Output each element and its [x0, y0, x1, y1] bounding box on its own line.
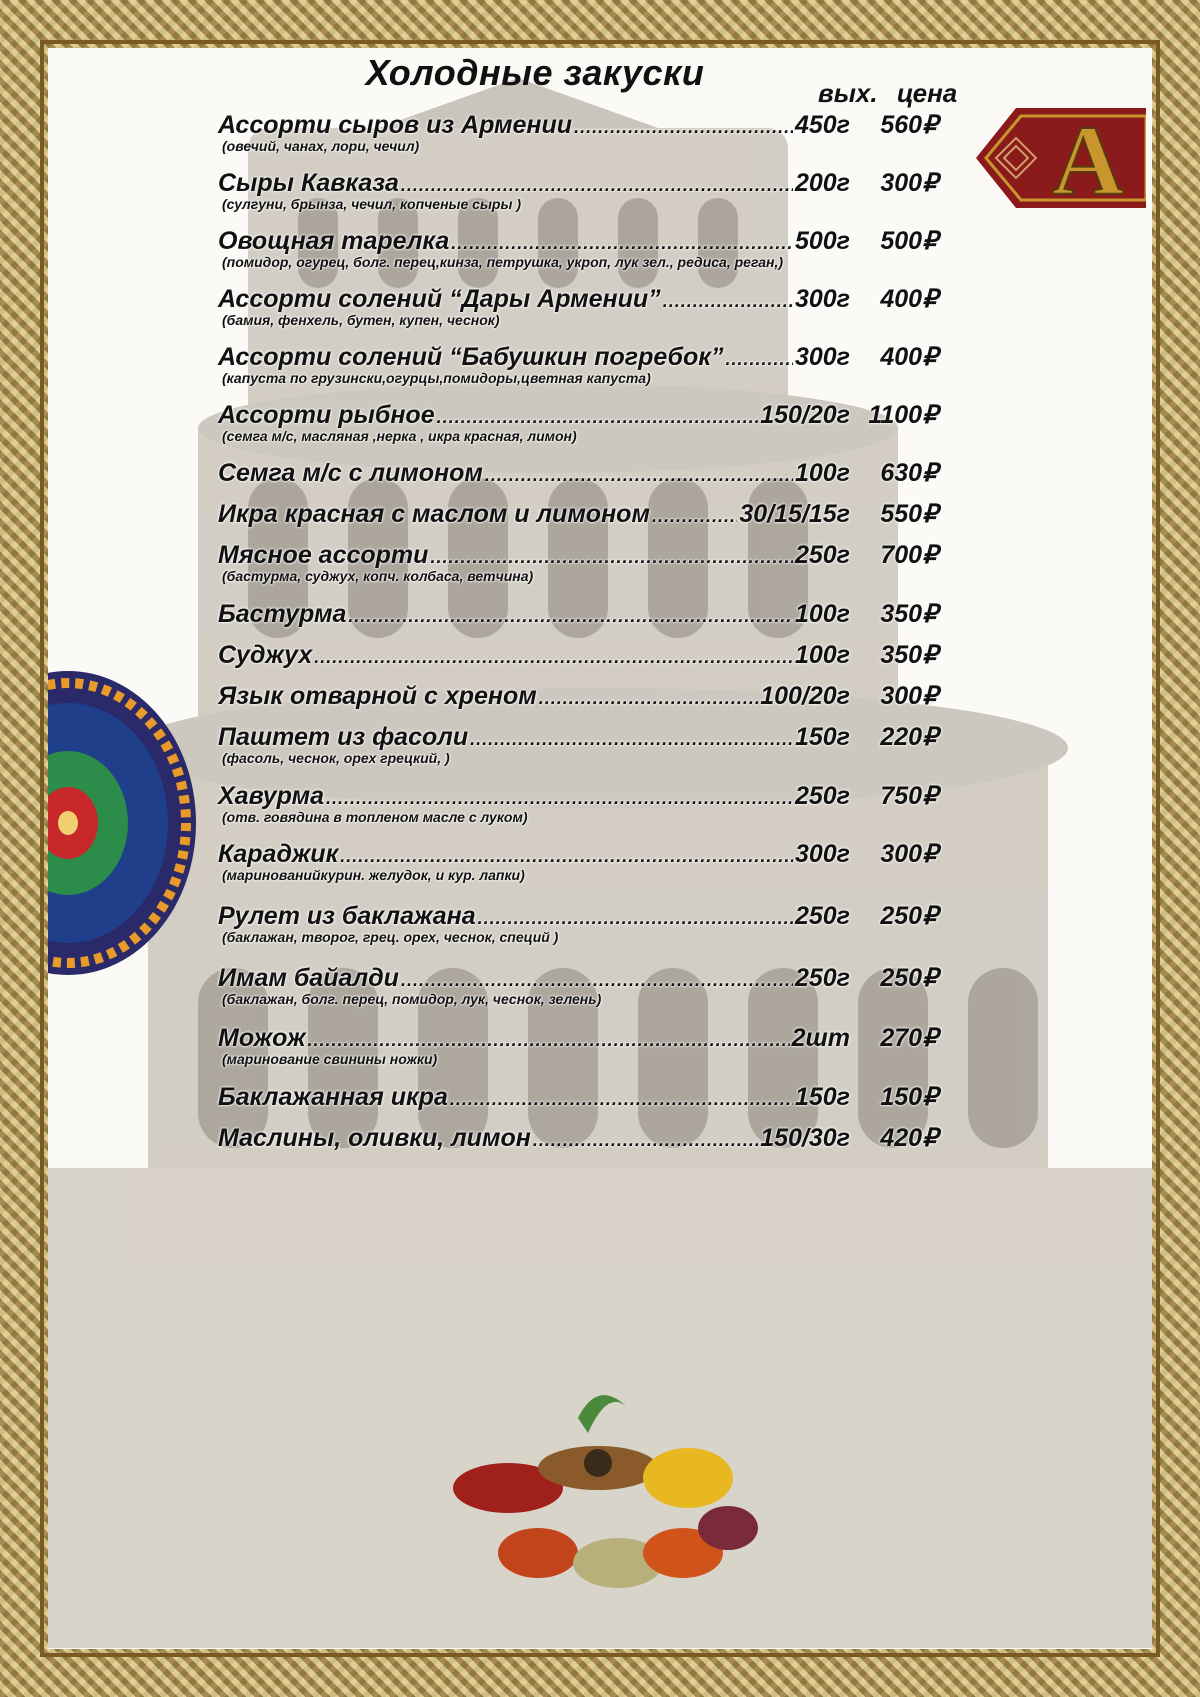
menu-item-name: Караджик [218, 840, 339, 868]
dot-leader [652, 506, 737, 527]
menu-item-description: (баклажан, болг. перец, помидор, лук, чеснок, зелень) [222, 991, 602, 1007]
menu-item-name: Бастурма [218, 600, 347, 628]
menu-item-name: Имам байалди [218, 964, 399, 992]
dot-leader [326, 788, 793, 809]
menu-item-row [218, 400, 938, 430]
menu-item-price: 700₽ [880, 541, 938, 569]
menu-item-yield: 150г [794, 723, 850, 751]
logo-letter: А [1051, 105, 1125, 216]
menu-item-row [218, 839, 938, 869]
menu-item-row [218, 499, 938, 529]
menu-item-name: Паштет из фасоли [218, 723, 469, 751]
menu-item [218, 110, 938, 154]
menu-item [218, 681, 938, 711]
dot-leader [574, 117, 793, 138]
menu-item-yield: 150/30г [760, 1124, 850, 1152]
menu-item [218, 1123, 938, 1153]
menu-item-name: Ассорти рыбное [218, 401, 435, 429]
menu-item [218, 781, 938, 825]
menu-item-price: 420₽ [880, 1124, 938, 1152]
dot-leader [539, 688, 758, 709]
menu-item-yield: 450г [794, 111, 850, 139]
menu-item-yield: 250г [794, 541, 850, 569]
menu-item-price: 350₽ [880, 600, 938, 628]
menu-item-price: 350₽ [880, 641, 938, 669]
menu-item-price: 400₽ [880, 343, 938, 371]
menu-item-name: Ассорти сыров из Армении [218, 111, 573, 139]
menu-item-name: Язык отварной с хреном [218, 682, 537, 710]
dot-leader [450, 1089, 793, 1110]
menu-item-price: 400₽ [880, 285, 938, 313]
menu-item [218, 722, 938, 766]
menu-item-yield: 100г [794, 459, 850, 487]
restaurant-logo-icon [976, 98, 1146, 218]
menu-item [218, 901, 938, 945]
menu-item-row [218, 284, 938, 314]
menu-item-name: Ассорти солений “Бабушкин погребок” [218, 343, 724, 371]
menu-item-name: Суджух [218, 641, 313, 669]
menu-item-yield: 150/20г [760, 401, 850, 429]
menu-item-description: (фасоль, чеснок, орех грецкий, ) [222, 750, 450, 766]
menu-item-yield: 300г [794, 285, 850, 313]
menu-item-description: (сулгуни, брынза, чечил, копченые сыры ) [222, 196, 521, 212]
menu-item-yield: 100г [794, 600, 850, 628]
menu-item-row [218, 226, 938, 256]
dot-leader [725, 349, 792, 370]
menu-item-row [218, 168, 938, 198]
dot-leader [437, 407, 759, 428]
menu-item-row [218, 781, 938, 811]
dot-leader [308, 1030, 790, 1051]
menu-item-description: (овечий, чанах, лори, чечил) [222, 138, 420, 154]
menu-item-price: 550₽ [880, 500, 938, 528]
menu-item-yield: 250г [794, 964, 850, 992]
menu-item [218, 540, 938, 584]
dot-leader [348, 606, 793, 627]
dot-leader [470, 729, 793, 750]
menu-item-row [218, 681, 938, 711]
menu-item-row [218, 901, 938, 931]
menu-item-price: 150₽ [880, 1083, 938, 1111]
menu-item-yield: 300г [794, 343, 850, 371]
menu-item-yield: 250г [794, 902, 850, 930]
menu-item-name: Икра красная с маслом и лимоном [218, 500, 650, 528]
menu-item [218, 168, 938, 212]
spices-illustration-icon [438, 1378, 768, 1598]
menu-item-price: 300₽ [880, 682, 938, 710]
menu-item-description: (маринованийкурин. желудок, и кур. лапки) [222, 867, 525, 883]
column-headers [818, 78, 969, 109]
menu-item [218, 1023, 938, 1067]
dot-leader [485, 465, 793, 486]
menu-item-description: (семга м/с, масляная ,нерка , икра красная, лимон) [222, 428, 577, 444]
menu-item-price: 500₽ [880, 227, 938, 255]
menu-item-row [218, 540, 938, 570]
menu-item-price: 250₽ [880, 902, 938, 930]
menu-item-yield: 150г [794, 1083, 850, 1111]
dot-leader [478, 908, 793, 929]
dot-leader [340, 846, 793, 867]
menu-item-description: (бамия, фенхель, бутен, купен, чеснок) [222, 312, 500, 328]
menu-item [218, 640, 938, 670]
menu-page [48, 48, 1152, 1649]
menu-item-yield: 100г [794, 641, 850, 669]
menu-item [218, 599, 938, 629]
menu-item-name: Семга м/с с лимоном [218, 459, 483, 487]
menu-item-price: 220₽ [880, 723, 938, 751]
menu-item-yield: 500г [794, 227, 850, 255]
menu-item-price: 1100₽ [868, 401, 938, 429]
menu-item-row [218, 1082, 938, 1112]
menu-item-yield: 30/15/15г [739, 500, 850, 528]
menu-item-yield: 100/20г [760, 682, 850, 710]
yield-column-header: вых. [818, 78, 878, 108]
menu-item-name: Можож [218, 1024, 306, 1052]
dot-leader [401, 970, 793, 991]
menu-item [218, 458, 938, 488]
menu-item-price: 300₽ [880, 840, 938, 868]
menu-item [218, 226, 938, 270]
menu-item-price: 270₽ [880, 1024, 938, 1052]
menu-item [218, 1082, 938, 1112]
menu-item-row [218, 640, 938, 670]
menu-item [218, 342, 938, 386]
menu-item-price: 300₽ [880, 169, 938, 197]
menu-item-price: 750₽ [880, 782, 938, 810]
menu-item-row [218, 963, 938, 993]
menu-item-row [218, 110, 938, 140]
dot-leader [533, 1130, 758, 1151]
menu-item-description: (помидор, огурец, болг. перец,кинза, петрушка, укроп, лук зел., редиса, реган,) [222, 254, 784, 270]
menu-item-row [218, 1123, 938, 1153]
menu-item-name: Баклажанная икра [218, 1083, 448, 1111]
menu-item-row [218, 722, 938, 752]
dot-leader [401, 175, 793, 196]
menu-item-yield: 200г [794, 169, 850, 197]
menu-item-yield: 300г [794, 840, 850, 868]
menu-item-description: (баклажан, творог, грец. орех, чеснок, специй ) [222, 929, 559, 945]
ornament-medallion-icon [48, 668, 198, 978]
dot-leader [451, 233, 793, 254]
menu-item [218, 400, 938, 444]
menu-item-row [218, 342, 938, 372]
dot-leader [430, 547, 793, 568]
menu-item-price: 630₽ [880, 459, 938, 487]
menu-item-row [218, 1023, 938, 1053]
menu-item-description: (маринование свинины ножки) [222, 1051, 438, 1067]
menu-item-price: 250₽ [880, 964, 938, 992]
menu-item-name: Овощная тарелка [218, 227, 450, 255]
menu-item-name: Хавурма [218, 782, 324, 810]
menu-item [218, 839, 938, 883]
menu-item [218, 284, 938, 328]
page-title: Холодные закуски [365, 52, 705, 93]
menu-item [218, 499, 938, 529]
menu-item-description: (капуста по грузински,огурцы,помидоры,цветная капуста) [222, 370, 651, 386]
menu-item-description: (бастурма, суджух, копч. колбаса, ветчина) [222, 568, 534, 584]
price-column-header: цена [896, 78, 958, 108]
menu-item-row [218, 458, 938, 488]
menu-item-name: Рулет из баклажана [218, 902, 476, 930]
menu-item-name: Маслины, оливки, лимон [218, 1124, 531, 1152]
menu-item-yield: 250г [794, 782, 850, 810]
menu-item-name: Мясное ассорти [218, 541, 429, 569]
menu-item-price: 560₽ [880, 111, 938, 139]
dot-leader [314, 647, 793, 668]
menu-item [218, 963, 938, 1007]
menu-item-name: Ассорти солений “Дары Армении” [218, 285, 661, 313]
menu-item-description: (отв. говядина в топленом масле с луком) [222, 809, 528, 825]
dot-leader [663, 291, 793, 312]
menu-item-row [218, 599, 938, 629]
menu-item-yield: 2шт [791, 1024, 850, 1052]
menu-item-name: Сыры Кавказа [218, 169, 399, 197]
